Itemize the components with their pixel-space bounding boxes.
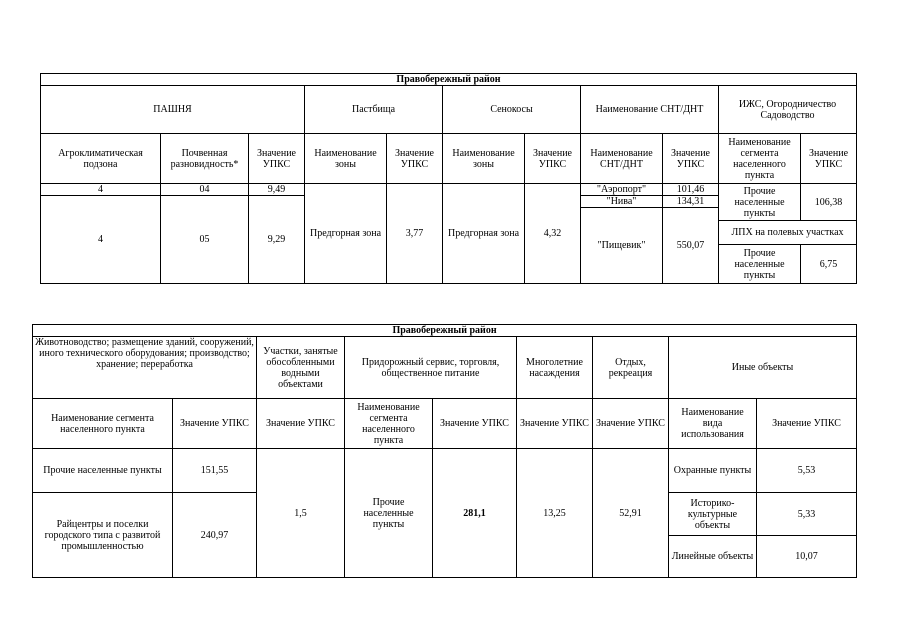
cell-rest-upks: 52,91 — [593, 449, 669, 578]
header-upks: Значение УПКС — [173, 399, 257, 449]
header-upks: Значение УПКС — [433, 399, 517, 449]
cell-soil: 05 — [161, 196, 249, 284]
header-upks: Значение УПКС — [525, 134, 581, 184]
header-zone-name: Наименование зоны — [305, 134, 387, 184]
header-kind: Наименование вида использования — [669, 399, 757, 449]
header-soil: Почвенная разновидность* — [161, 134, 249, 184]
header-upks: Значение УПКС — [757, 399, 857, 449]
cell-other-kind: Линейные объекты — [669, 536, 757, 578]
table-title: Правобережный район — [41, 74, 857, 86]
group-water: Участки, занятые обособленными водными объектами — [257, 337, 345, 399]
cell-roadside-upks: 281,1 — [433, 449, 517, 578]
cell-izhs-upks: 106,38 — [801, 184, 857, 221]
header-upks: Значение УПКС — [593, 399, 669, 449]
cell-other-upks: 10,07 — [757, 536, 857, 578]
cell-snt-name: "Нива" — [581, 196, 663, 208]
cell-snt-upks: 101,46 — [663, 184, 719, 196]
group-pashnya: ПАШНЯ — [41, 86, 305, 134]
header-upks: Значение УПКС — [249, 134, 305, 184]
cell-senokosy-upks: 4,32 — [525, 184, 581, 284]
header-zone-name: Наименование зоны — [443, 134, 525, 184]
cell-water-upks: 1,5 — [257, 449, 345, 578]
group-izhs: ИЖС, Огородничество Садоводство — [719, 86, 857, 134]
cell-other-kind: Охранные пункты — [669, 449, 757, 493]
cell-pastbishcha-zone: Предгорная зона — [305, 184, 387, 284]
cell-lph-label: ЛПХ на полевых участках — [719, 221, 857, 245]
header-segment: Наименование сегмента населенного пункта — [719, 134, 801, 184]
cell-upks: 9,49 — [249, 184, 305, 196]
cell-senokosy-zone: Предгорная зона — [443, 184, 525, 284]
cell-upks: 9,29 — [249, 196, 305, 284]
cell-other-kind: Историко-культурные объекты — [669, 493, 757, 536]
header-segment: Наименование сегмента населенного пункта — [345, 399, 433, 449]
group-senokosy: Сенокосы — [443, 86, 581, 134]
header-upks: Значение УПКС — [517, 399, 593, 449]
header-snt: Наименование СНТ/ДНТ — [581, 134, 663, 184]
cell-upks: 240,97 — [173, 493, 257, 578]
header-segment: Наименование сегмента населенного пункта — [33, 399, 173, 449]
cell-roadside-segment: Прочие населенные пункты — [345, 449, 433, 578]
header-upks: Значение УПКС — [387, 134, 443, 184]
group-snt: Наименование СНТ/ДНТ — [581, 86, 719, 134]
header-agro: Агроклиматическая подзона — [41, 134, 161, 184]
table-title: Правобережный район — [33, 325, 857, 337]
cell-agro: 4 — [41, 196, 161, 284]
header-upks: Значение УПКС — [663, 134, 719, 184]
cell-lph-segment: Прочие населенные пункты — [719, 245, 801, 284]
table-other-uses — [32, 324, 857, 578]
cell-upks: 151,55 — [173, 449, 257, 493]
cell-snt-upks: 550,07 — [663, 208, 719, 284]
cell-izhs-segment: Прочие населенные пункты — [719, 184, 801, 221]
group-rest: Отдых, рекреация — [593, 337, 669, 399]
cell-pastbishcha-upks: 3,77 — [387, 184, 443, 284]
cell-other-upks: 5,53 — [757, 449, 857, 493]
cell-snt-name: "Пищевик" — [581, 208, 663, 284]
cell-segment: Прочие населенные пункты — [33, 449, 173, 493]
group-animal: Животноводство; размещение зданий, сооружений, иного технического оборудования; производство; хранение; переработка — [33, 337, 257, 399]
cell-snt-name: "Аэропорт" — [581, 184, 663, 196]
header-upks: Значение УПКС — [801, 134, 857, 184]
group-pastbishcha: Пастбища — [305, 86, 443, 134]
cell-soil: 04 — [161, 184, 249, 196]
cell-perennial-upks: 13,25 — [517, 449, 593, 578]
group-other: Иные объекты — [669, 337, 857, 399]
group-roadside: Придорожный сервис, торговля, общественное питание — [345, 337, 517, 399]
cell-lph-upks: 6,75 — [801, 245, 857, 284]
cell-agro: 4 — [41, 184, 161, 196]
cell-segment: Райцентры и поселки городского типа с развитой промышленностью — [33, 493, 173, 578]
cell-other-upks: 5,33 — [757, 493, 857, 536]
group-perennial: Многолетние насаждения — [517, 337, 593, 399]
table-pashnya — [40, 73, 857, 284]
cell-snt-upks: 134,31 — [663, 196, 719, 208]
header-upks: Значение УПКС — [257, 399, 345, 449]
